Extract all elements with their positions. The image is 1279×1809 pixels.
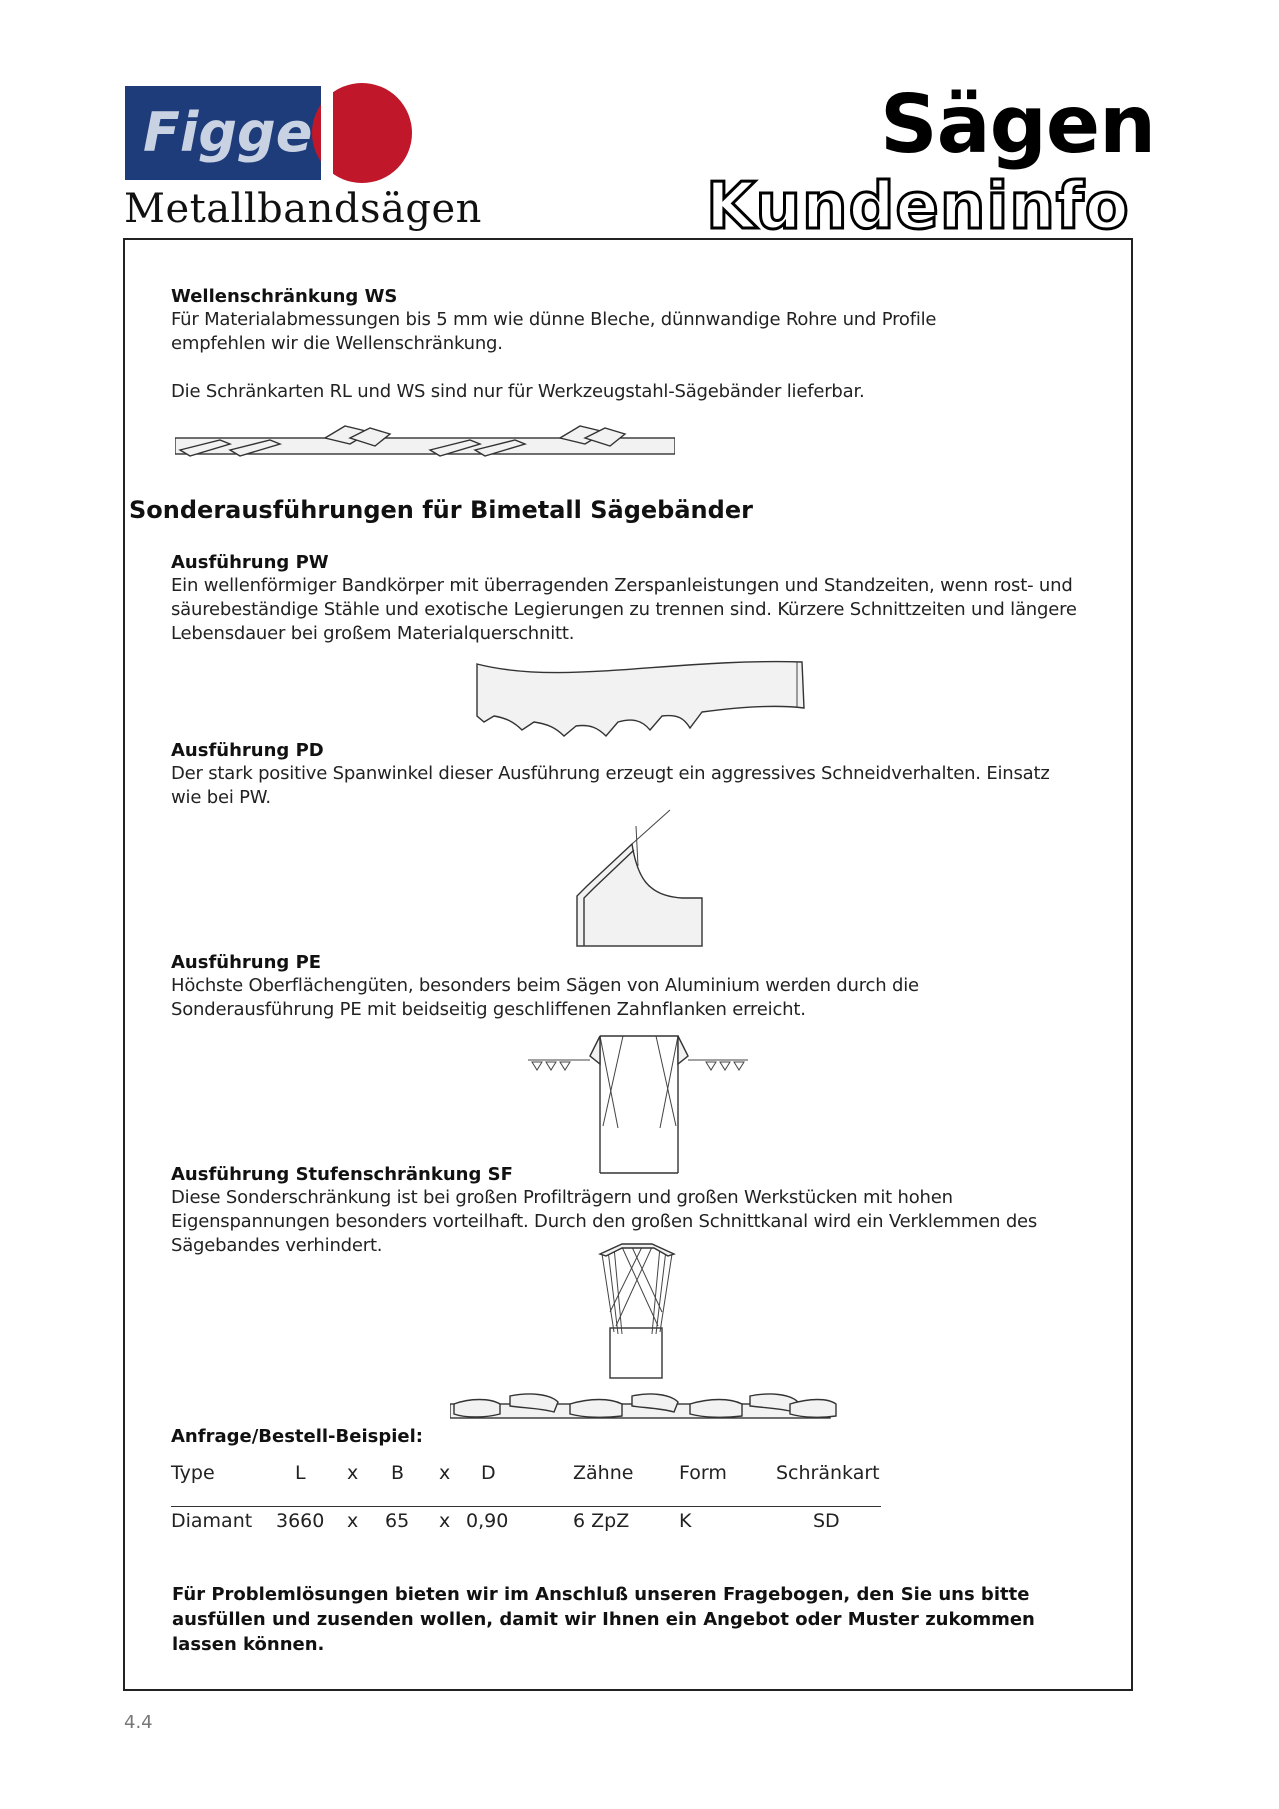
pw-text: Ein wellenförmiger Bandkörper mit überragenden Zerspanleistungen und Standzeiten, wenn rost- und säurebeständige Stähle und exotische Legierungen zu trennen sind. Kürzere Schnittzeiten und längere Lebensdauer bei großem Materialquerschnitt. (171, 575, 1077, 644)
val-b: 65 (385, 1510, 410, 1532)
special-heading: Sonderausführungen für Bimetall Sägebänder (129, 496, 753, 524)
brand-subtitle: Metallbandsägen (124, 186, 482, 232)
pd-tooth-figure (572, 806, 712, 956)
pe-tooth-figure (528, 1028, 748, 1178)
figge-logo (125, 83, 415, 183)
col-b: B (391, 1462, 405, 1484)
page-title: Sägen (880, 78, 1156, 171)
page-number: 4.4 (124, 1712, 153, 1733)
footer-note: Für Problemlösungen bieten wir im Anschluß unseren Fragebogen, den Sie uns bitte ausfüllen und zusenden wollen, damit wir Ihnen ein Angebot oder Muster zukommen lassen können. (172, 1584, 1035, 1655)
sf-heading: Ausführung Stufenschränkung SF (171, 1164, 513, 1185)
col-x1: x (347, 1462, 359, 1484)
val-d: 0,90 (466, 1510, 509, 1532)
pd-text: Der stark positive Spanwinkel dieser Ausführung erzeugt ein aggressives Schneidverhalten. Einsatz wie bei PW. (171, 763, 1050, 808)
col-zaehne: Zähne (573, 1462, 634, 1484)
col-d: D (481, 1462, 496, 1484)
ws-heading: Wellenschränkung WS (171, 286, 398, 307)
val-schraenkart: SD (813, 1510, 840, 1532)
page-subtitle: Kundeninfo (706, 170, 1130, 244)
order-table-rule (171, 1506, 881, 1507)
order-heading: Anfrage/Bestell-Beispiel: (171, 1426, 423, 1447)
val-zaehne: 6 ZpZ (573, 1510, 630, 1532)
val-x2: x (439, 1510, 451, 1532)
col-x2: x (439, 1462, 451, 1484)
val-type: Diamant (171, 1510, 253, 1532)
ws-text: Für Materialabmessungen bis 5 mm wie dünne Bleche, dünnwandige Rohre und Profile empfehlen wir die Wellenschränkung. (171, 309, 937, 354)
sf-blade-figure (450, 1390, 840, 1430)
order-value-row (171, 1510, 881, 1540)
col-schraenkart: Schränkart (776, 1462, 880, 1484)
pw-heading: Ausführung PW (171, 552, 329, 573)
col-l: L (295, 1462, 306, 1484)
logo-text: Figge (143, 101, 313, 164)
col-form: Form (679, 1462, 727, 1484)
col-type: Type (171, 1462, 215, 1484)
order-table (171, 1462, 881, 1540)
sf-text: Diese Sonderschränkung ist bei großen Profilträgern und großen Werkstücken mit hohen Eigenspannungen besonders vorteilhaft. Durch den großen Schnittkanal wird ein Verklemmen des Sägebandes verhindert. (171, 1187, 1038, 1256)
val-form: K (679, 1510, 692, 1532)
ws-blade-figure (175, 420, 675, 470)
pd-heading: Ausführung PD (171, 740, 324, 761)
sf-tooth-figure (592, 1242, 692, 1382)
val-x1: x (347, 1510, 359, 1532)
order-header-row (171, 1462, 881, 1492)
pe-heading: Ausführung PE (171, 952, 322, 973)
pw-blade-figure (472, 658, 808, 738)
val-l: 3660 (276, 1510, 325, 1532)
ws-note: Die Schränkarten RL und WS sind nur für Werkzeugstahl-Sägebänder lieferbar. (171, 381, 865, 402)
pe-text: Höchste Oberflächengüten, besonders beim Sägen von Aluminium werden durch die Sonderausführung PE mit beidseitig geschliffenen Zahnflanken erreicht. (171, 975, 919, 1020)
